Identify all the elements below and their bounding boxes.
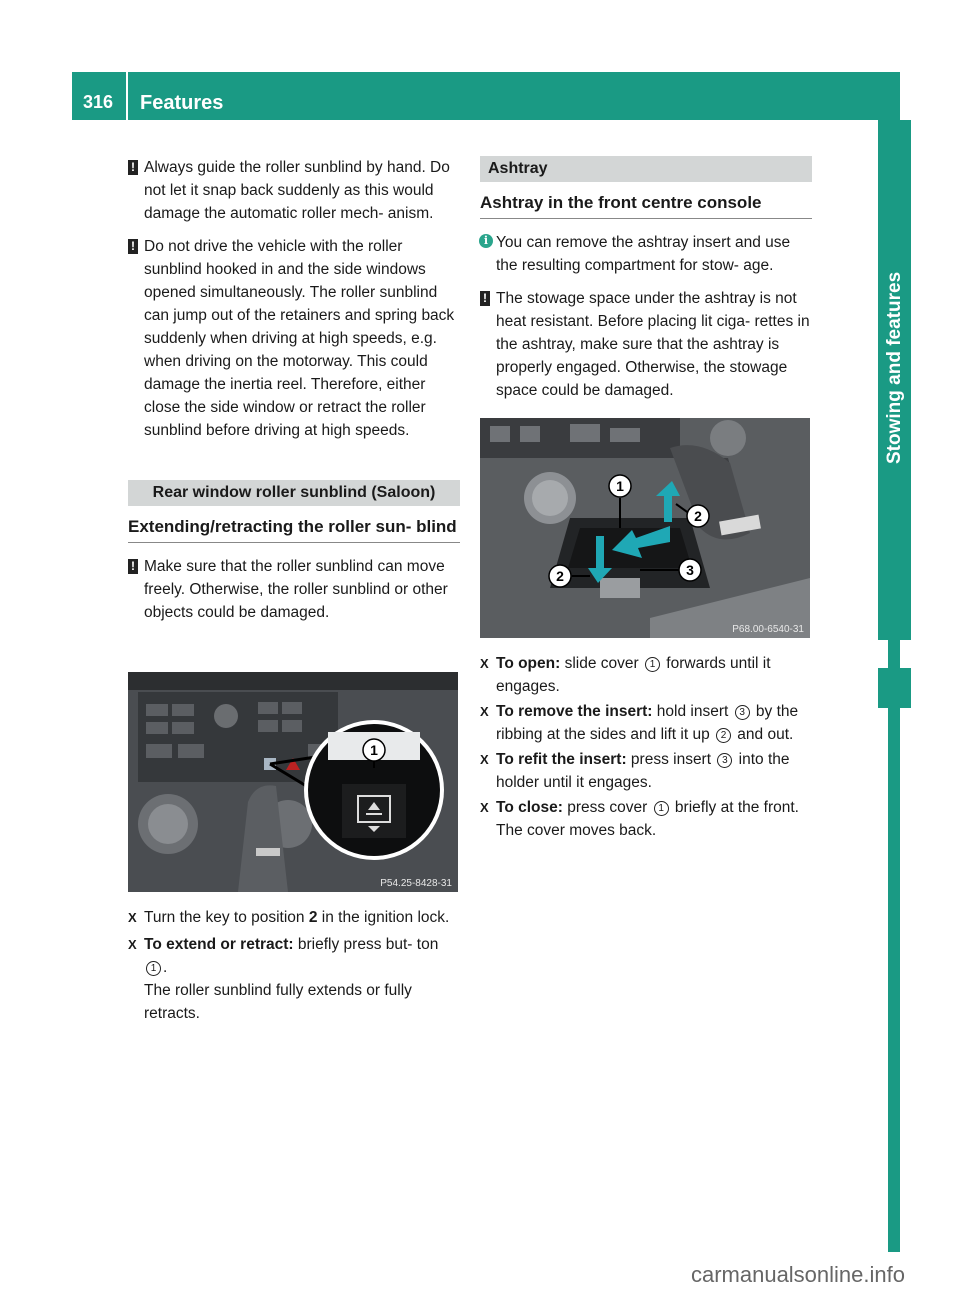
step-bold: To open:	[496, 655, 561, 672]
warning-text: Make sure that the roller sunblind can move freely. Otherwise, the roller sunblind or other objects could be damaged.	[144, 558, 448, 621]
step-arrow-icon: X	[480, 800, 489, 815]
info-icon: i	[479, 234, 493, 248]
section-title-sunblind: Rear window roller sunblind (Saloon)	[128, 480, 460, 506]
right-steps	[480, 652, 814, 842]
image-code: P68.00-6540-31	[732, 624, 804, 635]
step-text: press insert	[626, 751, 716, 768]
step-item	[480, 700, 814, 746]
image-code: P54.25-8428-31	[380, 878, 452, 889]
callout-ref: 1	[146, 961, 161, 976]
step-bold: To refit the insert:	[496, 751, 627, 768]
callout-1-label: 1	[370, 742, 378, 758]
page-header	[72, 72, 888, 120]
warning-text: Always guide the roller sunblind by hand. Do not let it snap back suddenly as this would damage the automatic roller mech- anism.	[144, 159, 450, 222]
warning-mark-icon: !	[128, 559, 138, 574]
step-text: into the holder until it engages.	[496, 751, 790, 791]
warning-text: Do not drive the vehicle with the roller sunblind hooked in and the side windows opened simultaneously. The roller sunblind can jump out of the retainers and spring back suddenly when driving at high speeds, e.g. when driving on the motorway. This could damage the inertia reel. Therefore, either close the side window or retract the roller sunblind before driving at high speeds.	[144, 238, 455, 439]
left-steps	[128, 906, 460, 1025]
step-item	[128, 933, 460, 1025]
step-text: press cover	[562, 799, 652, 816]
step-arrow-icon: X	[480, 704, 489, 719]
info-text: You can remove the ashtray insert and use the resulting compartment for stow- age.	[496, 234, 791, 274]
step-arrow-icon: X	[480, 656, 489, 671]
warning-note	[128, 156, 460, 225]
callout-ref: 1	[654, 801, 669, 816]
warning-mark-icon: !	[128, 160, 138, 175]
ashtray-photo	[480, 418, 810, 638]
step-text: briefly press but- ton	[293, 936, 439, 953]
section-title-ashtray: Ashtray	[480, 156, 812, 182]
step-bold: To extend or retract:	[144, 936, 294, 953]
watermark: carmanualsonline.info	[690, 1262, 905, 1287]
sunblind-button-photo	[128, 672, 458, 892]
left-column	[128, 156, 460, 634]
warning-note	[128, 555, 460, 624]
callout-2-label: 2	[556, 568, 564, 584]
callout-1-label: 1	[616, 478, 624, 494]
step-bold: 2	[308, 909, 318, 926]
page-number: 316	[82, 92, 114, 112]
warning-text: The stowage space under the ashtray is not heat resistant. Before placing lit ciga- rettes in the ashtray, make sure that the ashtray is properly engaged. Otherwise, the stowage space could be damaged.	[496, 290, 810, 399]
step-arrow-icon: X	[128, 910, 137, 925]
step-item	[480, 652, 814, 698]
step-item	[480, 796, 814, 842]
page-title: Features	[140, 92, 224, 114]
step-text: slide cover	[560, 655, 643, 672]
info-note	[480, 231, 812, 277]
warning-mark-icon: !	[128, 239, 138, 254]
callout-ref: 1	[645, 657, 660, 672]
warning-mark-icon: !	[480, 291, 490, 306]
callout-3-label: 3	[686, 562, 694, 578]
step-note: The cover moves back.	[496, 822, 657, 839]
step-text: in the ignition lock.	[317, 909, 450, 926]
step-note: The roller sunblind fully extends or fully retracts.	[144, 982, 412, 1022]
step-arrow-icon: X	[480, 752, 489, 767]
side-tab-marker	[878, 668, 911, 708]
warning-note	[128, 235, 460, 442]
sub-heading-ashtray: Ashtray in the front centre console	[480, 192, 812, 219]
step-text: forwards until it engages.	[496, 655, 771, 695]
right-column	[480, 156, 812, 412]
step-bold: To remove the insert:	[496, 703, 653, 720]
step-bold: To close:	[496, 799, 563, 816]
step-text: and out.	[733, 726, 794, 743]
step-text: Turn the key to position	[144, 909, 309, 926]
step-item	[480, 748, 814, 794]
callout-ref: 3	[735, 705, 750, 720]
sub-heading-sunblind: Extending/retracting the roller sun- blind	[128, 516, 460, 543]
callout-ref: 3	[717, 753, 732, 768]
step-text: briefly at the front.	[670, 799, 799, 816]
side-tab-label: Stowing and features	[884, 271, 905, 464]
step-text: .	[163, 959, 168, 976]
callout-ref: 2	[716, 728, 731, 743]
warning-note	[480, 287, 812, 402]
callout-2-label: 2	[694, 508, 702, 524]
step-text: by the ribbing at the sides and lift it up	[496, 703, 799, 743]
step-text: hold insert	[652, 703, 733, 720]
header-divider	[126, 72, 128, 120]
step-arrow-icon: X	[128, 937, 137, 952]
step-item	[128, 906, 460, 929]
